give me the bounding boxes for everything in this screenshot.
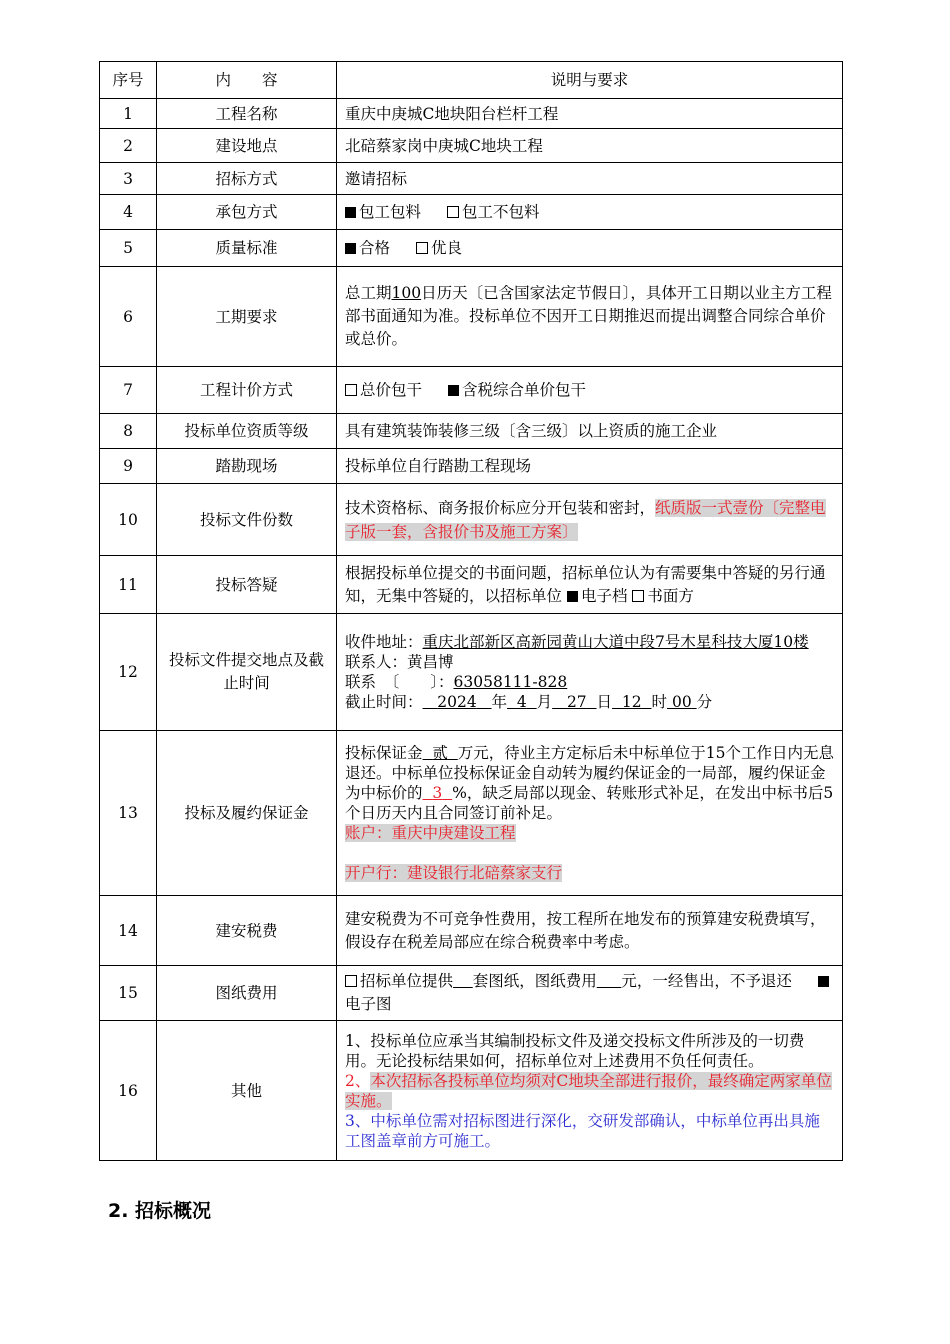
checked-box-icon: [567, 591, 578, 602]
deadline-minute: 00: [671, 693, 692, 711]
row-label: 建安税费: [157, 896, 337, 966]
contact-person: 联系人：黄昌博: [345, 653, 454, 671]
row-number: 14: [100, 896, 157, 966]
table-row: [100, 449, 843, 484]
table-row: [100, 195, 843, 230]
note-1: 1、投标单位应承当其编制投标文件及递交投标文件所涉及的一切费用。无论投标结果如何，招标单位对上述费用不负任何责任。: [345, 1031, 805, 1070]
option-label: 包工包料: [359, 203, 422, 221]
submission-address: 重庆北部新区高新园黄山大道中段7号木星科技大厦10楼: [422, 633, 809, 651]
deposit-amount: 贰: [432, 744, 448, 762]
row-number: 9: [100, 449, 157, 484]
unchecked-box-icon: [632, 590, 644, 602]
row-number: 10: [100, 484, 157, 556]
table-row: [100, 230, 843, 267]
performance-percent: 3: [432, 784, 443, 802]
row-number: 13: [100, 731, 157, 896]
row-text: 北碚蔡家岗中庚城C地块工程: [337, 129, 843, 163]
table-row: [100, 129, 843, 163]
row-label: 投标文件提交地点及截止时间: [157, 614, 337, 731]
option-label: 优良: [431, 239, 463, 257]
row-label: 其他: [157, 1021, 337, 1161]
unchecked-box-icon: [345, 384, 357, 396]
row-number: 7: [100, 367, 157, 414]
checked-box-icon: [448, 385, 459, 396]
row-text: 邀请招标: [337, 163, 843, 195]
deadline-hour: 12: [621, 693, 642, 711]
row-label: 投标文件份数: [157, 484, 337, 556]
row-text: 建安税费为不可竞争性费用，按工程所在地发布的预算建安税费填写，假设存在税差局部应在综合税费率中考虑。: [337, 896, 843, 966]
table-row: [100, 614, 843, 731]
row-text: 重庆中庚城C地块阳台栏杆工程: [337, 99, 843, 129]
table-row: [100, 556, 843, 614]
section-heading: 2. 招标概况: [108, 1200, 212, 1222]
row-options: [337, 367, 843, 414]
table-row: [100, 414, 843, 449]
row-number: 2: [100, 129, 157, 163]
note-2: 2、本次招标各投标单位均须对C地块全部进行报价，最终确定两家单位实施。: [345, 1071, 832, 1110]
table-row: [100, 267, 843, 367]
table-header-row: [100, 62, 843, 99]
contact-phone: 63058111-828: [453, 673, 568, 691]
table-row: [100, 367, 843, 414]
row-label: 承包方式: [157, 195, 337, 230]
row-number: 3: [100, 163, 157, 195]
row-label: 质量标准: [157, 230, 337, 267]
table-row: [100, 99, 843, 129]
row-text: 具有建筑装饰装修三级〔含三级〕以上资质的施工企业: [337, 414, 843, 449]
table-row: [100, 484, 843, 556]
option-label: 合格: [359, 239, 391, 257]
row-text: 技术资格标、商务报价标应分开包装和密封，纸质版一式壹份〔完整电子版一套，含报价书及施工方案〕: [337, 484, 843, 556]
row-text: 根据投标单位提交的书面问题，招标单位认为有需要集中答疑的另行通知，无集中答疑的，以招标单位 电子档 书面方: [337, 556, 843, 614]
duration-days: 100: [391, 284, 422, 302]
row-label: 图纸费用: [157, 966, 337, 1021]
option-label: 总价包干: [360, 381, 423, 399]
row-text: 总工期100日历天〔已含国家法定节假日〕，具体开工日期以业主方工程部书面通知为准。投标单位不因开工日期推迟而提出调整合同综合单价或总价。: [337, 267, 843, 367]
row-number: 16: [100, 1021, 157, 1161]
row-label: 踏勘现场: [157, 449, 337, 484]
row-label: 工程名称: [157, 99, 337, 129]
header-desc: 说明与要求: [337, 62, 843, 99]
unchecked-box-icon: [345, 975, 357, 987]
deadline-year: 2024: [437, 693, 477, 711]
row-label: 投标答疑: [157, 556, 337, 614]
account-name: 账户：重庆中庚建设工程: [345, 824, 516, 842]
row-number: 6: [100, 267, 157, 367]
table-row: [100, 731, 843, 896]
row-number: 1: [100, 99, 157, 129]
unchecked-box-icon: [447, 206, 459, 218]
submission-info: 收件地址：重庆北部新区高新园黄山大道中段7号木星科技大厦10楼 联系人：黄昌博 联系 〔 〕：63058111-828 截止时间： 2024 年 4 月 27 日 12 时 00 分: [337, 614, 843, 731]
option-label: 含税综合单价包干: [462, 381, 587, 399]
row-label: 工期要求: [157, 267, 337, 367]
table-row: [100, 966, 843, 1021]
other-notes: [337, 1021, 843, 1161]
row-options: [337, 195, 843, 230]
unchecked-box-icon: [416, 242, 428, 254]
row-label: 投标及履约保证金: [157, 731, 337, 896]
deadline-month: 4: [516, 693, 527, 711]
checked-box-icon: [345, 207, 356, 218]
row-label: 工程计价方式: [157, 367, 337, 414]
row-number: 4: [100, 195, 157, 230]
checked-box-icon: [345, 243, 356, 254]
row-number: 12: [100, 614, 157, 731]
bank-name: 开户行：建设银行北碚蔡家支行: [345, 864, 563, 882]
table-row: [100, 1021, 843, 1161]
deadline-day: 27: [566, 693, 587, 711]
row-text: 投标单位自行踏勘工程现场: [337, 449, 843, 484]
row-number: 8: [100, 414, 157, 449]
row-label: 招标方式: [157, 163, 337, 195]
drawing-fee: 招标单位提供 套图纸，图纸费用 元，一经售出，不予退还电子图: [337, 966, 843, 1021]
header-no: 序号: [100, 62, 157, 99]
tender-info-table: [99, 61, 843, 1161]
row-label: 投标单位资质等级: [157, 414, 337, 449]
note-3: 3、中标单位需对招标图进行深化，交研发部确认，中标单位再出具施工图盖章前方可施工。: [345, 1111, 820, 1150]
row-label: 建设地点: [157, 129, 337, 163]
table-row: [100, 163, 843, 195]
option-label: 包工不包料: [462, 203, 540, 221]
highlighted-note: 纸质版一式壹份〔完整电子版一套，含报价书及施工方案〕: [345, 498, 826, 541]
row-number: 5: [100, 230, 157, 267]
header-content: 内 容: [157, 62, 337, 99]
row-number: 11: [100, 556, 157, 614]
row-number: 15: [100, 966, 157, 1021]
deposit-info: 投标保证金 贰 万元，待业主方定标后未中标单位于15个工作日内无息退还。中标单位投标保证金自动转为履约保证金的一局部，履约保证金为中标价的 3 %，缺乏局部以现金、转账形式补足，在发出中标书后5个日历天内且合同签订前补足。 账户：重庆中庚建设工程 开户行：建设银行北碚蔡家支行: [337, 731, 843, 896]
row-options: [337, 230, 843, 267]
table-row: [100, 896, 843, 966]
checked-box-icon: [818, 976, 829, 987]
